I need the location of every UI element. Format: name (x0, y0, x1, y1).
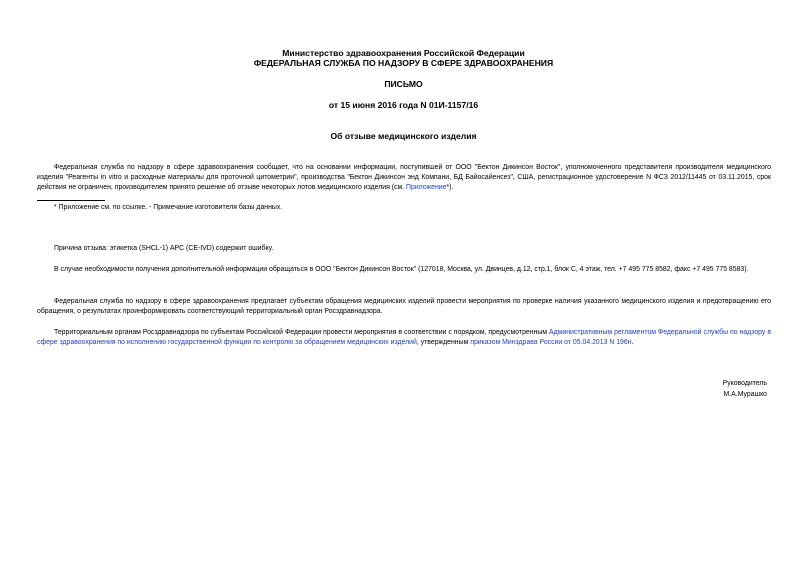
paragraph-1-tail: *). (446, 184, 454, 191)
paragraph-3: В случае необходимости получения дополнительной информации обращаться в ООО "Бектон Дикинсон Восток" (127018, Москва, ул. Двинцев, д.12, стр.1, блок С, 4 этаж, тел. +7 495 775 8582, факс +7 495 775 8583). (54, 266, 749, 273)
document-subject: Об отзыве медицинского изделия (330, 131, 477, 141)
signer-position: Руководитель (722, 380, 767, 387)
paragraph-2: Причина отзыва: этикетка (SHCL-1) APC (CE-IVD) содержит ошибку. (54, 245, 274, 252)
paragraph-5 (37, 328, 771, 348)
paragraph-4: Федеральная служба по надзору в сфере здравоохранения предлагает субъектам обращения медицинских изделий провести мероприятия по проверке наличия указанного медицинского изделия и предотвращению его обращения, о результатах проинформировать соответствующий территориальный орган Росздравнадзора. (37, 298, 771, 315)
service-heading: ФЕДЕРАЛЬНАЯ СЛУЖБА ПО НАДЗОРУ В СФЕРЕ ЗДРАВООХРАНЕНИЯ (253, 58, 554, 68)
paragraph-5-mid: , утвержденным (416, 339, 471, 346)
paragraph-5-tail: . (631, 339, 634, 346)
footnote-divider (37, 200, 105, 201)
document-date-number: от 15 июня 2016 года N 01И-1157/16 (328, 100, 479, 110)
signer-name: М.А.Мурашко (723, 391, 767, 398)
ministry-heading: Министерство здравоохранения Российской Федерации (282, 48, 525, 58)
paragraph-1-text: Федеральная служба по надзору в сфере здравоохранения сообщает, что на основании информации, поступившей от ООО "Бектон Дикинсон Восток", уполномоченного представителя производителя медицинского изделия "Реагенты in vitro и расходные материалы для проточной цитометрии", производства "Бектон Дикинсон энд Компани, БД Байосайенсез", США, регистрационное удостоверение N ФСЗ 2012/11445 от 03.11.2015, срок действия не ограничен, производителем принято решение об отзыве некоторых лотов медицинского изделия (см. (37, 164, 771, 191)
paragraph-5-text: Территориальным органам Росздравнадзора по субъектам Российской Федерации провести мероприятия в соответствии с порядком, предусмотренным (54, 329, 550, 336)
regulation-link[interactable]: Административным регламентом Федеральной службы по надзору в сфере здравоохранения по исполнению государственной функции по контролю за обращением медицинских изделий (37, 329, 771, 346)
footnote: * Приложение см. по ссылке. - Примечание изготовителя базы данных. (54, 204, 283, 211)
paragraph-1 (37, 163, 771, 193)
document-type: ПИСЬМО (384, 79, 423, 89)
appendix-link[interactable]: Приложение (406, 184, 447, 191)
order-link[interactable]: приказом Минздрава России от 05.04.2013 N 196н (470, 339, 632, 346)
